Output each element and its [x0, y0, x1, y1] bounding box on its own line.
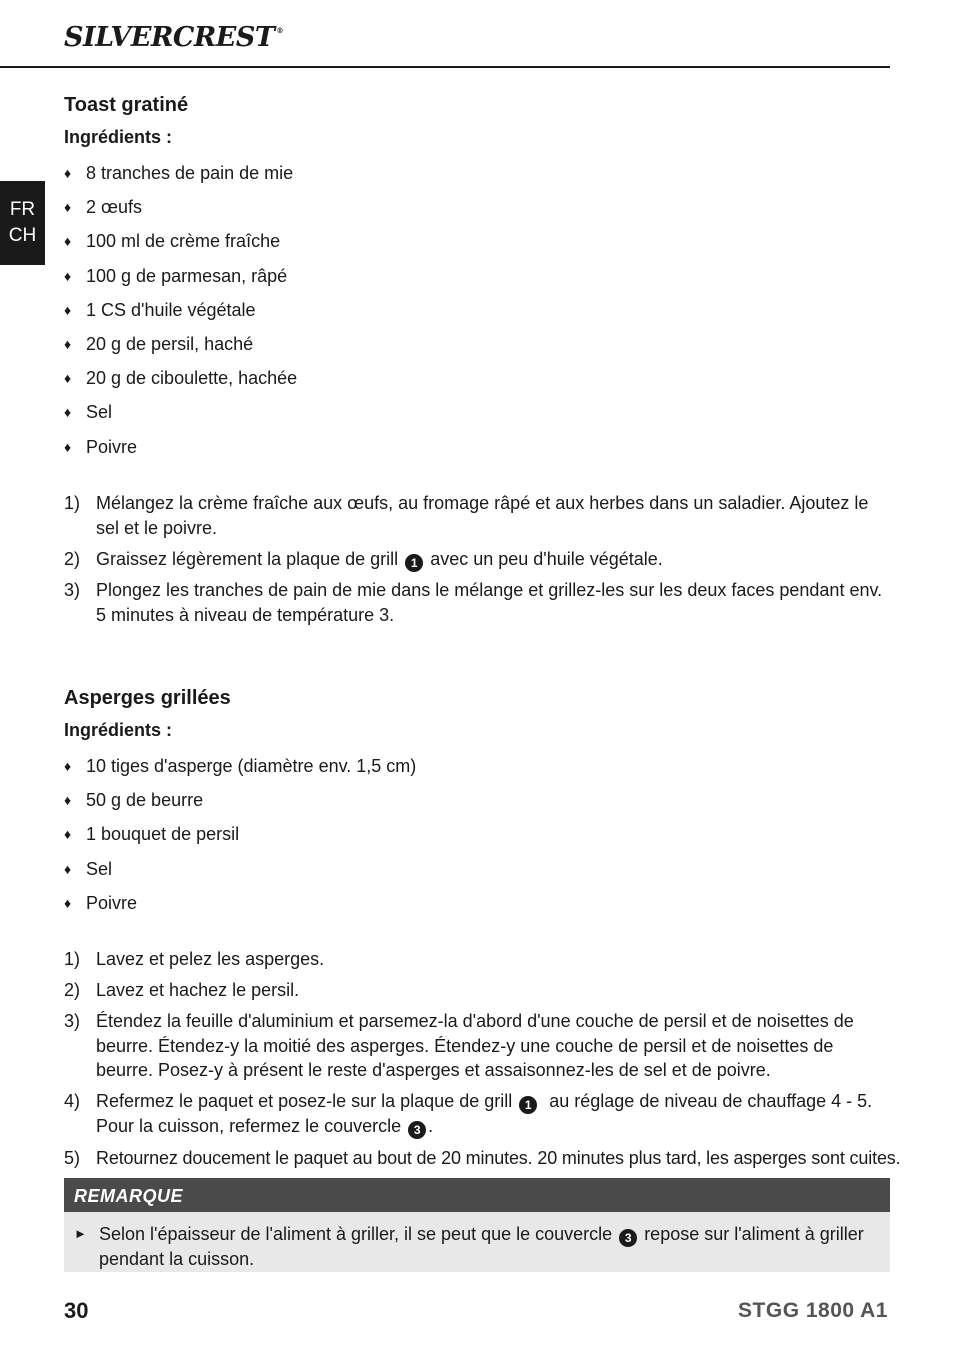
list-item: ♦ 10 tiges d'asperge (diamètre env. 1,5 cm)	[64, 756, 417, 776]
diamond-bullet-icon: ♦	[64, 438, 72, 455]
list-item: ♦ Sel	[64, 402, 113, 423]
diamond-bullet-icon: ♦	[64, 860, 72, 877]
diamond-bullet-icon: ♦	[64, 894, 72, 911]
list-item: ♦ Poivre	[64, 892, 138, 913]
list-item: ♦ 100 g de parmesan, râpé	[64, 265, 288, 286]
ingredient-list	[64, 162, 297, 470]
note-box	[64, 1178, 890, 1272]
note-text: Selon l'épaisseur de l'aliment à griller, il se peut que le couvercle 3 repose sur l'aliment à griller pendant la cuisson.	[99, 1224, 864, 1269]
diamond-bullet-icon: ♦	[64, 335, 72, 352]
language-tab-fr: FR	[9, 199, 36, 220]
note-body	[64, 1212, 890, 1272]
diamond-bullet-icon: ♦	[64, 370, 72, 387]
ingredient-list	[64, 755, 416, 926]
step-item: 2) Lavez et hachez le persil.	[64, 980, 300, 1000]
note-title: REMARQUE	[64, 1178, 890, 1212]
diamond-bullet-icon: ♦	[64, 826, 72, 843]
step-item: 1) Mélangez la crème fraîche aux œufs, au fromage râpé et aux herbes dans un saladier. Ajoutez le sel et le poivre.	[64, 493, 869, 538]
list-item: ♦ 20 g de ciboulette, hachée	[64, 368, 298, 389]
diamond-bullet-icon: ♦	[64, 792, 72, 809]
step-item: 3) Étendez la feuille d'aluminium et parsemez-la d'abord d'une couche de persil et de noisettes de beurre. Étendez-y la moitié des asperges. Étendez-y une couche de persil et de noisettes de beurre. Posez-y à présent le reste d'asperges et assaisonnez-les de sel et de poivre.	[64, 1011, 854, 1080]
list-item: ♦ 2 œufs	[64, 197, 143, 218]
model-number: STGG 1800 A1	[738, 1299, 888, 1322]
diamond-bullet-icon: ♦	[64, 233, 72, 250]
ingredients-heading: Ingrédients :	[64, 127, 173, 147]
diamond-bullet-icon: ♦	[64, 267, 72, 284]
step-item: 5) Retournez doucement le paquet au bout de 20 minutes. 20 minutes plus tard, les asperges sont cuites.	[64, 1147, 901, 1168]
diamond-bullet-icon: ♦	[64, 165, 72, 181]
list-item: ♦ 1 bouquet de persil	[64, 824, 240, 845]
list-item: ♦ Poivre	[64, 436, 138, 457]
step-item: 1) Lavez et pelez les asperges.	[64, 949, 325, 969]
diamond-bullet-icon: ♦	[64, 199, 72, 216]
list-item: ♦ 50 g de beurre	[64, 790, 204, 811]
step-list	[64, 491, 890, 634]
header-divider	[0, 66, 890, 68]
recipe-title-asparagus: Asperges grillées	[64, 687, 231, 709]
part-number-badge: 3	[619, 1229, 637, 1247]
part-number-badge: 3	[408, 1121, 426, 1139]
step-item: 4) Refermez le paquet et posez-le sur la plaque de grill 1 au réglage de niveau de chauffage 4 - 5. Pour la cuisson, refermez le couvercle 3 .	[64, 1091, 873, 1137]
step-item: 3) Plongez les tranches de pain de mie dans le mélange et grillez-les sur les deux faces pendant env. 5 minutes à niveau de température 3.	[64, 580, 883, 625]
diamond-bullet-icon: ♦	[64, 404, 72, 421]
step-item: 2) Graissez légèrement la plaque de grill 1 avec un peu d'huile végétale.	[64, 548, 663, 570]
arrow-bullet-icon: ►	[74, 1226, 87, 1241]
diamond-bullet-icon: ♦	[64, 301, 72, 318]
page-number: 30	[64, 1298, 89, 1323]
list-item: ♦ 1 CS d'huile végétale	[64, 299, 256, 320]
part-number-badge: 1	[519, 1096, 537, 1114]
ingredients-heading: Ingrédients :	[64, 720, 173, 740]
list-item: ♦ 20 g de persil, haché	[64, 333, 254, 354]
registered-mark: ®	[276, 26, 283, 35]
list-item: ♦ 8 tranches de pain de mie	[64, 163, 294, 183]
diamond-bullet-icon: ♦	[64, 758, 72, 774]
step-list	[64, 947, 901, 1177]
list-item: ♦ Sel	[64, 858, 113, 879]
list-item: ♦ 100 ml de crème fraîche	[64, 231, 281, 252]
brand-logo: SILVERCREST ®	[64, 22, 283, 53]
part-number-badge: 1	[405, 554, 423, 572]
language-tab-ch: CH	[8, 225, 37, 246]
language-tab	[0, 181, 45, 265]
recipe-title-toast: Toast gratiné	[64, 94, 189, 116]
